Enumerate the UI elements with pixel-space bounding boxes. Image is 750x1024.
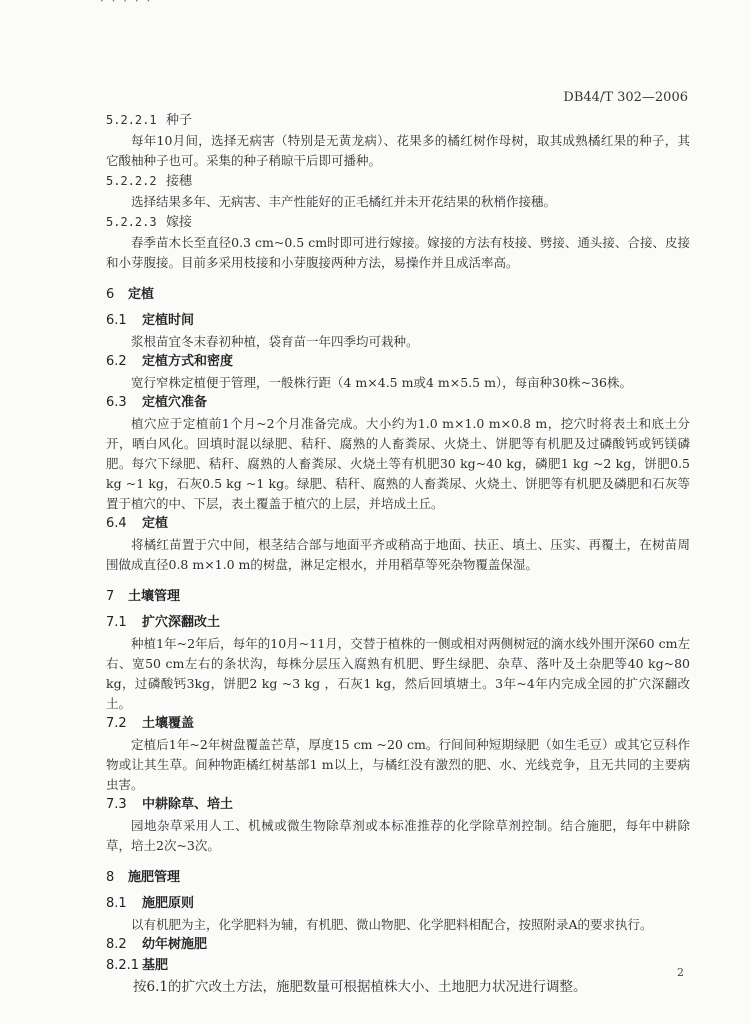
cropped-header-fragment: · · · · ·: [100, 0, 153, 8]
section-number: 8.2.1: [106, 958, 140, 973]
section-title: 定植方式和密度: [142, 354, 234, 369]
section-heading: [106, 285, 690, 306]
section-title: 嫁接: [166, 215, 193, 230]
section-heading: [106, 868, 690, 889]
section-heading: [106, 894, 690, 915]
section-number: 8: [106, 870, 115, 885]
section-title: 基肥: [142, 958, 169, 973]
section-title: 定植时间: [142, 313, 195, 328]
section-title: 接穗: [166, 174, 193, 189]
section-title: 定植: [128, 287, 155, 302]
section-number: 6.1: [106, 313, 127, 328]
section-title: 土壤管理: [128, 589, 181, 604]
section-number: 5.2.2.3: [106, 215, 157, 229]
section-number: 6.2: [106, 354, 127, 369]
section-number: 7.2: [106, 716, 127, 731]
section-heading: [106, 587, 690, 608]
section-heading: [106, 311, 690, 332]
page-number: 2: [677, 966, 684, 979]
section-number: 6.4: [106, 516, 127, 531]
section-title: 土壤覆盖: [142, 716, 195, 731]
paragraph: 园地杂草采用人工、机械或微生物除草剂或本标准推荐的化学除草剂控制。结合施肥，每年中耕除草，培土2次~3次。: [106, 818, 690, 853]
section-number: 8.1: [106, 896, 127, 911]
section-number: 7: [106, 589, 115, 604]
paragraph: 选择结果多年、无病害、丰产性能好的正毛橘红并未开花结果的秋梢作接穗。: [131, 194, 557, 209]
section-heading: [106, 393, 690, 414]
section-title: 定植: [142, 516, 169, 531]
paragraph: 每年10月间，选择无病害（特别是无黄龙病）、花果多的橘红树作母树，取其成熟橘红果的种子，其它酸柚种子也可。采集的种子稍晾干后即可播种。: [106, 133, 690, 168]
section-heading: [106, 110, 690, 131]
section-heading: [106, 935, 690, 956]
paragraph: 以有机肥为主，化学肥料为辅，有机肥、微山物肥、化学肥料相配合，按照附录A的要求执行。: [131, 917, 653, 932]
section-title: 种子: [166, 113, 193, 128]
section-heading: [106, 956, 690, 977]
paragraph: 定植后1年~2年树盘覆盖芒草，厚度15 cm ~20 cm。行间间种短期绿肥（如生毛豆）或其它豆科作物或让其生草。间种物距橘红树基部1 m以上，与橘红没有激烈的肥、水、光线竞争，且无共同的主要病虫害。: [106, 737, 690, 792]
document-body: [106, 110, 690, 997]
paragraph: 春季苗木长至直径0.3 cm~0.5 cm时即可进行嫁接。嫁接的方法有枝接、劈接、通头接、合接、皮接和小芽腹接。目前多采用枝接和小芽腹接两种方法，易操作并且成活率高。: [106, 235, 690, 270]
section-title: 扩穴深翻改土: [142, 615, 221, 630]
section-number: 7.1: [106, 615, 127, 630]
section-number: 5.2.2.1: [106, 113, 157, 127]
paragraph: 浆根苗宜冬末春初种植，袋育苗一年四季均可栽种。: [131, 334, 419, 349]
section-heading: [106, 212, 690, 233]
section-number: 6: [106, 287, 115, 302]
section-heading: [106, 171, 690, 192]
section-heading: [106, 514, 690, 535]
section-number: 7.3: [106, 797, 127, 812]
section-number: 6.3: [106, 395, 127, 410]
section-title: 中耕除草、培土: [142, 797, 234, 812]
section-heading: [106, 795, 690, 816]
section-heading: [106, 613, 690, 634]
paragraph: 将橘红苗置于穴中间，根茎结合部与地面平齐或稍高于地面、扶正、填土、压实、再覆土，在树苗周围做成直径0.8 m×1.0 m的树盘，淋足定根水，并用稻草等死杂物覆盖保湿。: [106, 537, 690, 572]
section-number: 8.2: [106, 937, 127, 952]
section-number: 5.2.2.2: [106, 174, 157, 188]
section-title: 施肥管理: [128, 870, 181, 885]
section-title: 幼年树施肥: [142, 937, 208, 952]
paragraph: 宽行窄株定植便于管理，一般株行距（4 m×4.5 m或4 m×5.5 m），每亩种30株~36株。: [131, 375, 632, 390]
section-title: 定植穴准备: [142, 395, 208, 410]
paragraph: 按6.1的扩穴改土方法，施肥数量可根据植株大小、土地肥力状况进行调整。: [133, 979, 587, 995]
section-title: 施肥原则: [142, 896, 195, 911]
section-heading: [106, 352, 690, 373]
section-heading: [106, 714, 690, 735]
paragraph: 植穴应于定植前1个月~2个月准备完成。大小约为1.0 m×1.0 m×0.8 m，挖穴时将表土和底土分开，晒白风化。回填时混以绿肥、秸秆、腐熟的人畜粪尿、火烧土、饼肥等有机肥及过磷酸钙或钙镁磷肥。每穴下绿肥、秸秆、腐熟的人畜粪尿、火烧土等有机肥30 kg~40 kg，磷肥1 kg ~2 kg，饼肥0.5 kg ~1 kg，石灰0.5 kg ~1 kg。绿肥、秸秆、腐熟的人畜粪尿、火烧土、饼肥等有机肥及磷肥和石灰等置于植穴的中、下层，表土覆盖于植穴的上层，并培成土丘。: [106, 416, 690, 511]
paragraph: 种植1年~2年后，每年的10月~11月，交替于植株的一侧或相对两侧树冠的滴水线外围开深60 cm左右、宽50 cm左右的条状沟，每株分层压入腐熟有机肥、野生绿肥、杂草、落叶及土杂肥等40 kg~80 kg，过磷酸钙3kg，饼肥2 kg ~3 kg ，石灰1 kg，然后回填塘土。3年~4年内完成全园的扩穴深翻改土。: [106, 636, 690, 711]
document-id: DB44/T 302—2006: [563, 90, 688, 105]
